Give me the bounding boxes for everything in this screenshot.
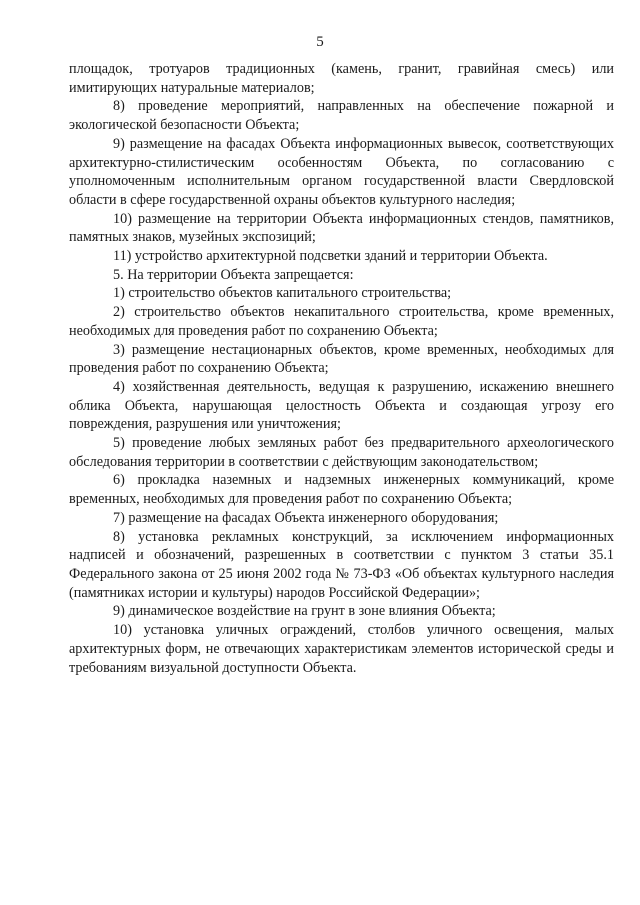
document-body	[69, 60, 614, 677]
prohibition-item-9: 9) динамическое воздействие на грунт в зоне влияния Объекта;	[113, 603, 496, 620]
paragraph-continuation: площадок, тротуаров традиционных (камень, гранит, гравийная смесь) или имитирующих натуральные материалов;	[69, 61, 614, 96]
page-number: 5	[316, 34, 324, 50]
prohibition-item-1: 1) строительство объектов капитального строительства;	[113, 285, 452, 302]
paragraph-item-8-fire-ecology: 8) проведение мероприятий, направленных на обеспечение пожарной и экологической безопасности Объекта;	[69, 98, 614, 134]
prohibition-item-6: 6) прокладка наземных и надземных инженерных коммуникаций, кроме временных, необходимых для проведения работ по сохранению Объекта;	[69, 472, 614, 508]
section-heading-prohibitions: 5. На территории Объекта запрещается:	[113, 266, 354, 283]
prohibition-item-3: 3) размещение нестационарных объектов, кроме временных, необходимых для проведения работ по сохранению Объекта;	[69, 341, 614, 377]
paragraph-item-11-lighting: 11) устройство архитектурной подсветки зданий и территории Объекта.	[113, 248, 548, 265]
prohibition-item-8: 8) установка рекламных конструкций, за исключением информационных надписей и обозначений, разрешенных в соответствии с пунктом 3 статьи 35.1 Федерального закона от 25 июня 2002 года № 73-ФЗ «Об объектах культурного наследия (памятниках истории и культуры) народов Российской Федерации»;	[69, 528, 614, 601]
prohibition-item-10: 10) установка уличных ограждений, столбов уличного освещения, малых архитектурных форм, не отвечающих характеристикам элементов исторической среды и требованиям визуальной доступности Объекта.	[69, 622, 614, 676]
prohibition-item-5: 5) проведение любых земляных работ без предварительного археологического обследования территории в соответствии с действующим законодательством;	[69, 435, 614, 470]
paragraph-item-10-stands: 10) размещение на территории Объекта информационных стендов, памятников, памятных знаков, музейных экспозиций;	[69, 210, 614, 246]
prohibition-item-7: 7) размещение на фасадах Объекта инженерного оборудования;	[113, 509, 499, 526]
paragraph-item-9-signage: 9) размещение на фасадах Объекта информационных вывесок, соответствующих архитектурно-стилистическим особенностям Объекта, по согласованию с уполномоченным исполнительным органом государственной власти Свердловской области в сфере государственной охраны объектов культурного наследия;	[69, 135, 614, 208]
prohibition-item-2: 2) строительство объектов некапитального строительства, кроме временных, необходимых для проведения работ по сохранению Объекта;	[69, 304, 614, 339]
prohibition-item-4: 4) хозяйственная деятельность, ведущая к разрушению, искажению внешнего облика Объекта, нарушающая целостность Объекта и создающая угрозу его повреждения, разрушения или уничтожения;	[69, 378, 614, 433]
